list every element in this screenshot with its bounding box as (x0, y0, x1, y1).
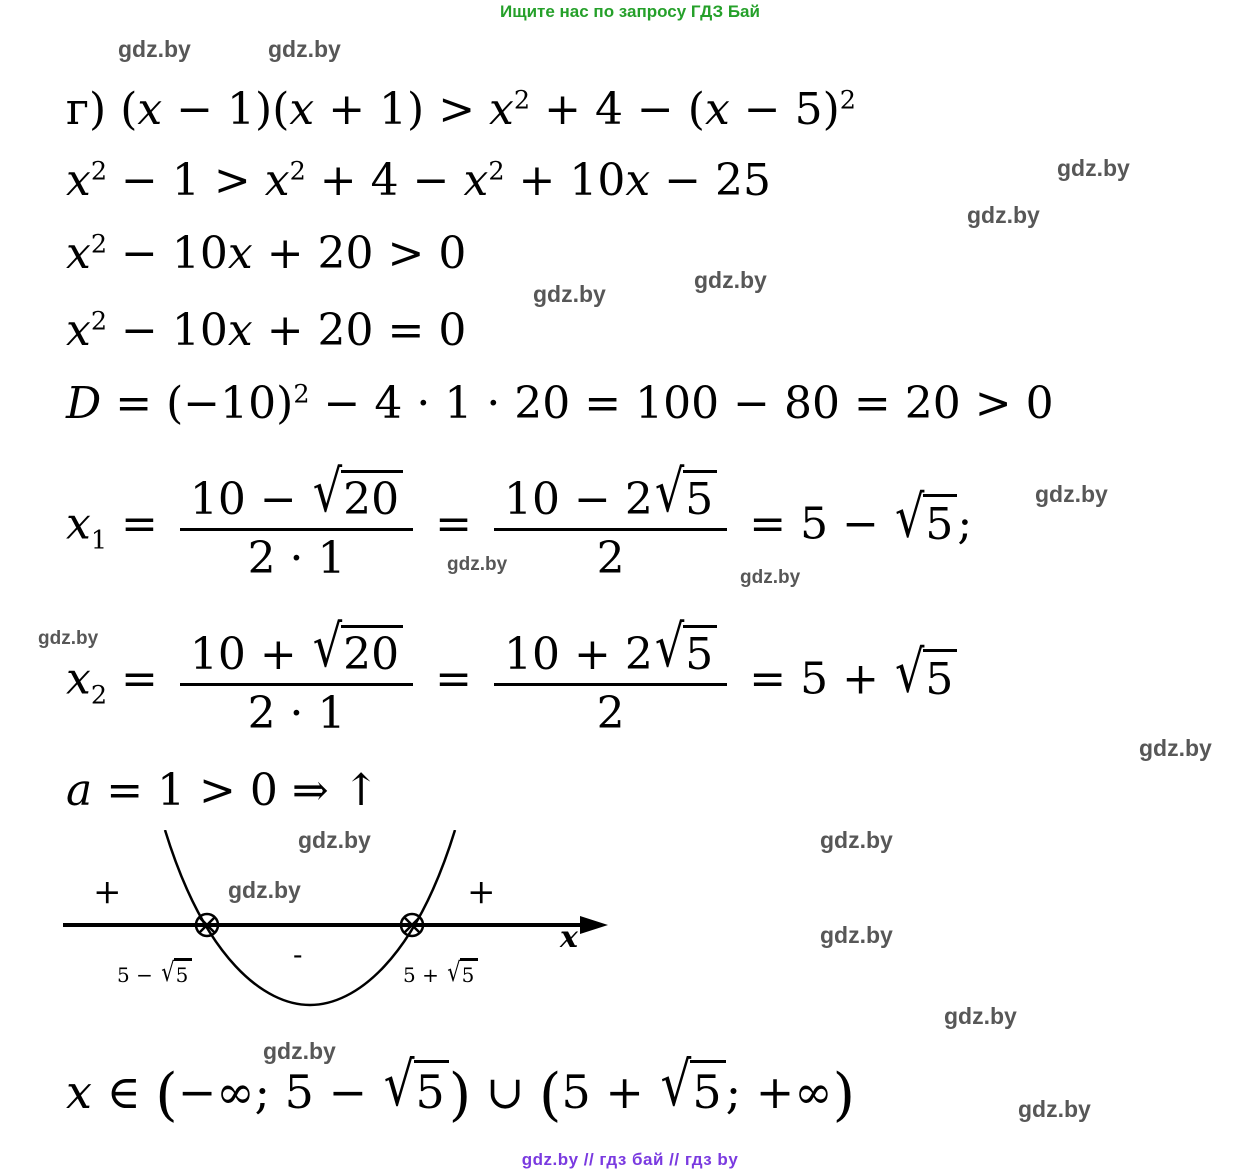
equation-line-4: $x^2 - 10x + 20 = 0$ (66, 305, 467, 356)
root-label-left: 5 − √5 (117, 958, 192, 987)
watermark: gdz.by (694, 267, 767, 293)
bottom-promo-banner: gdz.by // гдз бай // гдз by (521, 1150, 739, 1169)
watermark: gdz.by (820, 827, 893, 853)
top-promo-banner: Ищите нас по запросу ГДЗ Бай (500, 2, 760, 21)
watermark: gdz.by (268, 36, 341, 62)
watermark: gdz.by (118, 36, 191, 62)
equation-leading-coefficient: a = 1 > 0 ⇒ ↑ (66, 765, 380, 816)
watermark: gdz.by (1057, 155, 1130, 181)
equation-root-2: $x_2$ = $\frac{10 + √20}{2 \cdot 1}$ = $\frac{10 + 2√5}{2}$ = 5 + √5 (66, 625, 957, 739)
watermark: gdz.by (1018, 1096, 1091, 1122)
equation-root-1: $x_1$ = $\frac{10 - √20}{2 \cdot 1}$ = $\frac{10 - 2√5}{2}$ = 5 − √5; (66, 457, 973, 584)
watermark: gdz.by (820, 922, 893, 948)
equation-line-2: $x^2 - 1 > x^2 + 4 - x^2 + 10x - 25$ (66, 155, 772, 206)
watermark: gdz.by (1035, 481, 1108, 507)
watermark: gdz.by (1139, 735, 1212, 761)
sign-diagram-svg (55, 830, 675, 1040)
watermark: gdz.by (740, 567, 801, 588)
watermark: gdz.by (533, 281, 606, 307)
sign-plus-left: + (93, 872, 122, 912)
watermark: gdz.by (298, 827, 371, 853)
root-label-right: 5 + √5 (403, 958, 478, 987)
sign-diagram (55, 830, 675, 1040)
watermark: gdz.by (228, 877, 301, 903)
sign-minus-middle: - (293, 938, 303, 971)
equation-discriminant: $D = (-10)^2 - 4 \cdot 1 \cdot 20 = 100 - 80 = 20 > 0$ (66, 378, 1054, 429)
watermark: gdz.by (38, 628, 99, 649)
equation-line-1: г) $(x - 1)(x + 1) > x^2 + 4 - (x - 5)^2$ (66, 84, 857, 135)
equation-line-3: $x^2 - 10x + 20 > 0$ (66, 228, 467, 279)
watermark: gdz.by (263, 1038, 336, 1064)
watermark: gdz.by (967, 202, 1040, 228)
sign-plus-right: + (467, 872, 496, 912)
axis-label-x: x (560, 920, 578, 955)
watermark: gdz.by (447, 554, 508, 575)
watermark: gdz.by (944, 1003, 1017, 1029)
axis-arrow-head (580, 916, 608, 934)
equation-answer: x ∈ (−∞; 5 − √5) ∪ (5 + √5; +∞) (66, 1050, 856, 1128)
